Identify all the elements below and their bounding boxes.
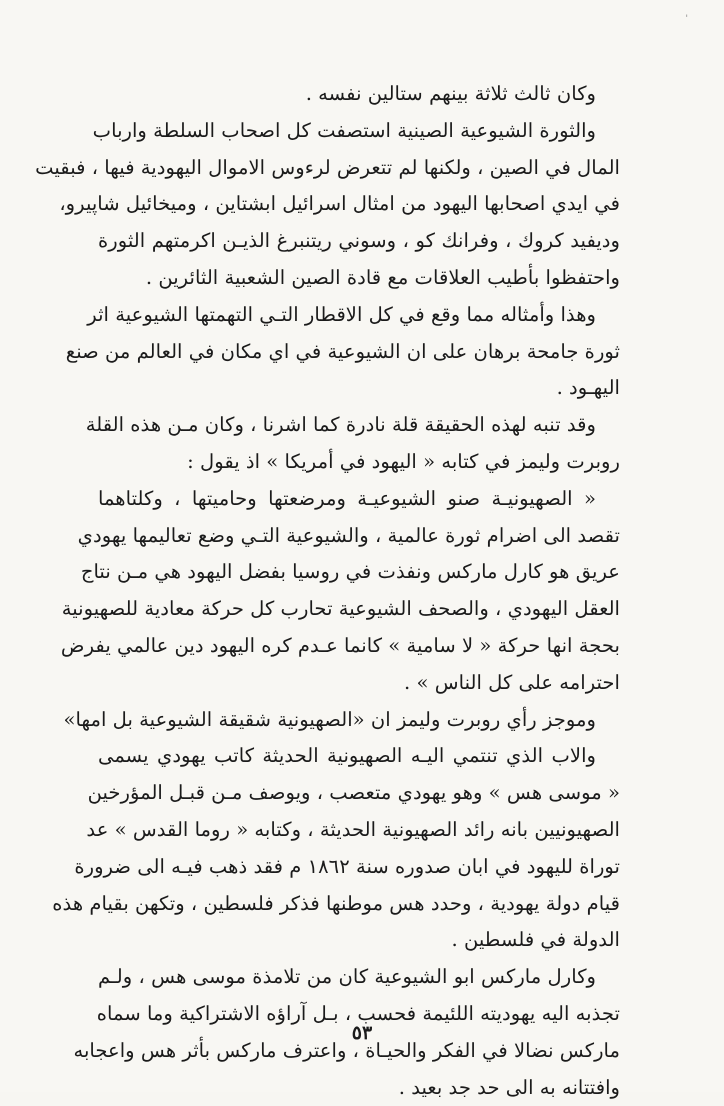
text-line: وموجز رأي روبرت وليمز ان «الصهيونية شقيقة الشيوعية بل امها»: [63, 707, 596, 731]
text-line: والثورة الشيوعية الصينية استصفت كل اصحاب السلطة وارباب: [92, 118, 596, 142]
text-line: وديفيد كروك ، وفرانك كو ، وسوني ريتنبرغ الذيـن اكرمتهم الثورة: [98, 229, 620, 253]
text-line: « موسى هس » وهو يهودي متعصب ، ويوصف مـن قبـل المؤرخين: [87, 781, 620, 805]
body-text: [35, 76, 620, 1106]
text-line: تقصد الى اضرام ثورة عالمية ، والشيوعية التـي وضع تعاليمها يهودي: [77, 523, 620, 547]
text-line: ثورة جامحة برهان على ان الشيوعية في اي مكان في العالم من صنع: [65, 339, 620, 363]
text-line: واحتفظوا بأطيب العلاقات مع قادة الصين الشعبية الثائرين .: [145, 265, 620, 289]
text-line: العقل اليهودي ، والصحف الشيوعية تحارب كل حركة معادية للصهيونية: [61, 597, 620, 621]
text-line: عريق هو كارل ماركس ونفذت في روسيا بفضل اليهود هي مـن نتاج: [80, 560, 620, 584]
page-number: ٥٣: [351, 1022, 373, 1044]
text-line: والاب الذي تنتمي اليـه الصهيونية الحديثة كاتب يهودي يسمى: [98, 744, 596, 768]
text-line: وافتتانه به الى حد جد بعيد .: [398, 1075, 620, 1099]
text-line: الصهيونيين بانه رائد الصهيونية الحديثة ، وكتابه « روما القدس » عد: [86, 817, 620, 841]
text-line: قيام دولة يهودية ، وحدد هس موطنها فذكر فلسطين ، وتكهن بقيام هذه: [52, 891, 620, 915]
text-line: وهذا وأمثاله مما وقع في كل الاقطار التـي التهمتها الشيوعية اثر: [87, 302, 596, 326]
text-line: في ايدي اصحابها اليهود من امثال اسرائيل ابشتاين ، وميخائيل شاپيرو،: [59, 192, 620, 216]
text-line: الدولة في فلسطين .: [451, 928, 620, 952]
text-line: احترامه على كل الناس » .: [404, 670, 620, 694]
text-line: روبرت وليمز في كتابه « اليهود في أمريكا » اذ يقول :: [187, 449, 620, 473]
text-line: المال في الصين ، ولكنها لم تتعرض لرءوس الاموال اليهودية فيها ، فبقيت: [35, 155, 620, 179]
corner-mark: ': [685, 14, 688, 24]
text-line: بحجة انها حركة « لا سامية » كانما عـدم كره اليهود دين عالمي يفرض: [60, 633, 620, 657]
text-line: ماركس نضالا في الفكر والحيـاة ، واعترف ماركس بأثر هس واعجابه: [73, 1038, 620, 1062]
text-line: « الصهيونيـة صنو الشيوعيـة ومرضعتها وحاميتها ، وكلتاهما: [98, 486, 596, 510]
text-line: توراة لليهود في ابان صدوره سنة ١٨٦٢ م فقد ذهب فيـه الى ضرورة: [74, 854, 620, 878]
text-line: وكان ثالث ثلاثة بينهم ستالين نفسه .: [305, 82, 596, 105]
text-line: تجذبه اليه يهوديته اللئيمة فحسب ، بـل آراؤه الاشتراكية وما سماه: [96, 1001, 620, 1025]
text-line: اليهـود .: [556, 376, 620, 400]
text-line: وكارل ماركس ابو الشيوعية كان من تلامذة موسى هس ، ولـم: [98, 965, 596, 989]
text-line: وقد تنبه لهذه الحقيقة قلة نادرة كما اشرنا ، وكان مـن هذه القلة: [85, 413, 596, 437]
